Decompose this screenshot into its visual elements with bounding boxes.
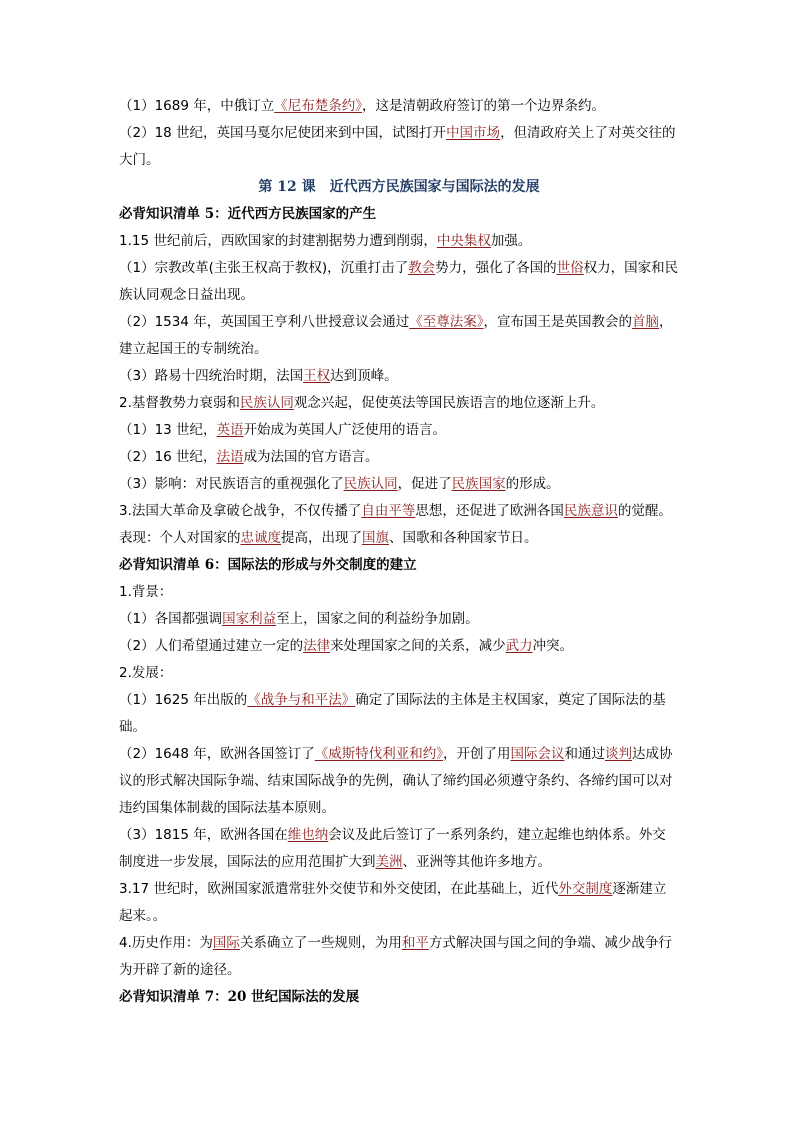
paragraph [119, 93, 679, 120]
keyword: 《至尊法案》 [409, 314, 484, 330]
keyword: 《战争与和平法》 [247, 692, 356, 708]
lesson-title [119, 174, 679, 201]
text-run: ，开创了用 [443, 746, 511, 762]
text-run: ，但清政府关上了对英交往的大门。 [119, 125, 676, 168]
paragraph [119, 579, 679, 606]
text-run: 2.发展： [119, 665, 173, 681]
keyword: 民族认同 [239, 395, 294, 411]
text-run: （2）1534 年，英国国王亨利八世授意议会通过 [119, 314, 410, 330]
text-run: 方式解决国与国之间的争端、减少战争行为开辟了新的途径。 [119, 935, 672, 978]
keyword: 中央集权 [436, 233, 491, 249]
keyword: 法律 [303, 638, 331, 654]
keyword: 王权 [303, 368, 331, 384]
keyword: 民族意识 [563, 503, 618, 519]
keyword: 《尼布楚条约》 [274, 98, 362, 114]
keyword: 和平 [401, 935, 429, 951]
text-run: （3）路易十四统治时期，法国 [119, 368, 304, 384]
paragraph [119, 660, 679, 687]
section-heading [119, 984, 679, 1011]
text-run: （1）13 世纪， [119, 422, 217, 438]
keyword: 武力 [505, 638, 533, 654]
text-run: 开始成为英国人广泛使用的语言。 [243, 422, 447, 438]
paragraph [119, 606, 679, 633]
text-run: 达到顶峰。 [330, 368, 398, 384]
keyword: 谈判 [605, 746, 632, 762]
text-run: 1.背景： [119, 584, 173, 600]
text-run: 确定了国际法的主体是主权国家，奠定了国际法的基础。 [119, 692, 666, 735]
text-run: （2）16 世纪， [119, 449, 217, 465]
text-run: 达成协议的形式解决国际争端、结束国际战争的先例，确认了缔约国必须遵守条约、各缔约国可以对违约国集体制裁的国际法基本原则。 [119, 746, 673, 816]
paragraph [119, 876, 679, 930]
text-run: （3）影响：对民族语言的重视强化了 [119, 476, 344, 492]
text-run: 、亚洲等其他许多地方。 [402, 854, 551, 870]
paragraph [119, 471, 679, 498]
paragraph [119, 498, 679, 552]
text-run: 权力，国家和民族认同观念日益出现。 [119, 260, 679, 303]
text-run: 提高，出现了 [281, 530, 362, 546]
keyword: 忠诚度 [240, 530, 281, 546]
text-run: 2.基督教势力衰弱和 [119, 395, 240, 411]
keyword: 教会 [408, 260, 436, 276]
section-heading [119, 201, 679, 228]
keyword: 民族国家 [451, 476, 506, 492]
text-run: 第 12 课 近代西方民族国家与国际法的发展 [258, 179, 540, 195]
paragraph [119, 822, 679, 876]
text-run: （1）1625 年出版的 [119, 692, 248, 708]
keyword: 英语 [216, 422, 244, 438]
keyword: 国际会议 [510, 746, 565, 762]
paragraph [119, 390, 679, 417]
keyword: 国家利益 [222, 611, 277, 627]
text-run: 成为法国的官方语言。 [243, 449, 379, 465]
paragraph [119, 120, 679, 174]
text-run: 1.15 世纪前后，西欧国家的封建割据势力遭到削弱， [119, 233, 437, 249]
keyword: 外交制度 [558, 881, 613, 897]
keyword: 美洲 [375, 854, 403, 870]
text-run: （1）宗教改革(主张王权高于教权)，沉重打击了 [119, 260, 409, 276]
text-run: 必背知识清单 6：国际法的形成与外交制度的建立 [119, 557, 417, 573]
keyword: 中国市场 [446, 125, 501, 141]
text-run: 和通过 [564, 746, 605, 762]
text-run: 必背知识清单 7：20 世纪国际法的发展 [119, 989, 360, 1005]
paragraph [119, 417, 679, 444]
keyword: 《威斯特伐利亚和约》 [314, 746, 443, 762]
paragraph [119, 633, 679, 660]
text-run: （1）各国都强调 [119, 611, 223, 627]
text-run: 4.历史作用：为 [119, 935, 213, 951]
text-run: （1）1689 年，中俄订立 [119, 98, 275, 114]
paragraph [119, 444, 679, 471]
text-run: 势力，强化了各国的 [435, 260, 557, 276]
keyword: 国际 [212, 935, 240, 951]
text-run: （2）1648 年，欧洲各国签订了 [119, 746, 315, 762]
text-run: 会议及此后签订了一系列条约，建立起维也纳体系。外交制度进一步发展，国际法的应用范围扩大到 [119, 827, 666, 870]
text-run: ，建立起国王的专制统治。 [119, 314, 673, 357]
keyword: 国旗 [362, 530, 389, 546]
text-run: 3.法国大革命及拿破仑战争，不仅传播了 [119, 503, 362, 519]
text-run: 加强。 [490, 233, 532, 249]
keyword: 世俗 [556, 260, 584, 276]
paragraph [119, 255, 679, 309]
text-run: 逐渐建立起来。。 [119, 881, 667, 924]
keyword: 自由平等 [361, 503, 416, 519]
text-run: 的觉醒。表现：个人对国家的 [119, 503, 672, 546]
text-run: 观念兴起，促使英法等国民族语言的地位逐渐上升。 [293, 395, 605, 411]
paragraph [119, 228, 679, 255]
text-run: （2）人们希望通过建立一定的 [119, 638, 304, 654]
keyword: 维也纳 [287, 827, 329, 843]
text-run: ，这是清朝政府签订的第一个边界条约。 [362, 98, 605, 114]
paragraph [119, 687, 679, 741]
text-run: 冲突。 [532, 638, 574, 654]
section-heading [119, 552, 679, 579]
paragraph [119, 309, 679, 363]
document-body [119, 93, 679, 1011]
text-run: 、国歌和各种国家节日。 [389, 530, 538, 546]
paragraph [119, 363, 679, 390]
paragraph [119, 741, 679, 822]
keyword: 法语 [216, 449, 244, 465]
text-run: 思想，还促进了欧洲各国 [415, 503, 564, 519]
text-run: 至上，国家之间的利益纷争加剧。 [276, 611, 479, 627]
keyword: 首脑 [632, 314, 659, 330]
text-run: 3.17 世纪时，欧洲国家派遣常驻外交使节和外交使团，在此基础上，近代 [119, 881, 559, 897]
text-run: 的形成。 [505, 476, 560, 492]
paragraph [119, 930, 679, 984]
text-run: 关系确立了一些规则，为用 [239, 935, 402, 951]
text-run: 必背知识清单 5：近代西方民族国家的产生 [119, 206, 377, 222]
text-run: 来处理国家之间的关系，减少 [330, 638, 506, 654]
text-run: ，宣布国王是英国教会的 [483, 314, 632, 330]
text-run: ，促进了 [397, 476, 452, 492]
text-run: （2）18 世纪，英国马戛尔尼使团来到中国，试图打开 [119, 125, 447, 141]
keyword: 民族认同 [343, 476, 398, 492]
text-run: （3）1815 年，欧洲各国在 [119, 827, 288, 843]
